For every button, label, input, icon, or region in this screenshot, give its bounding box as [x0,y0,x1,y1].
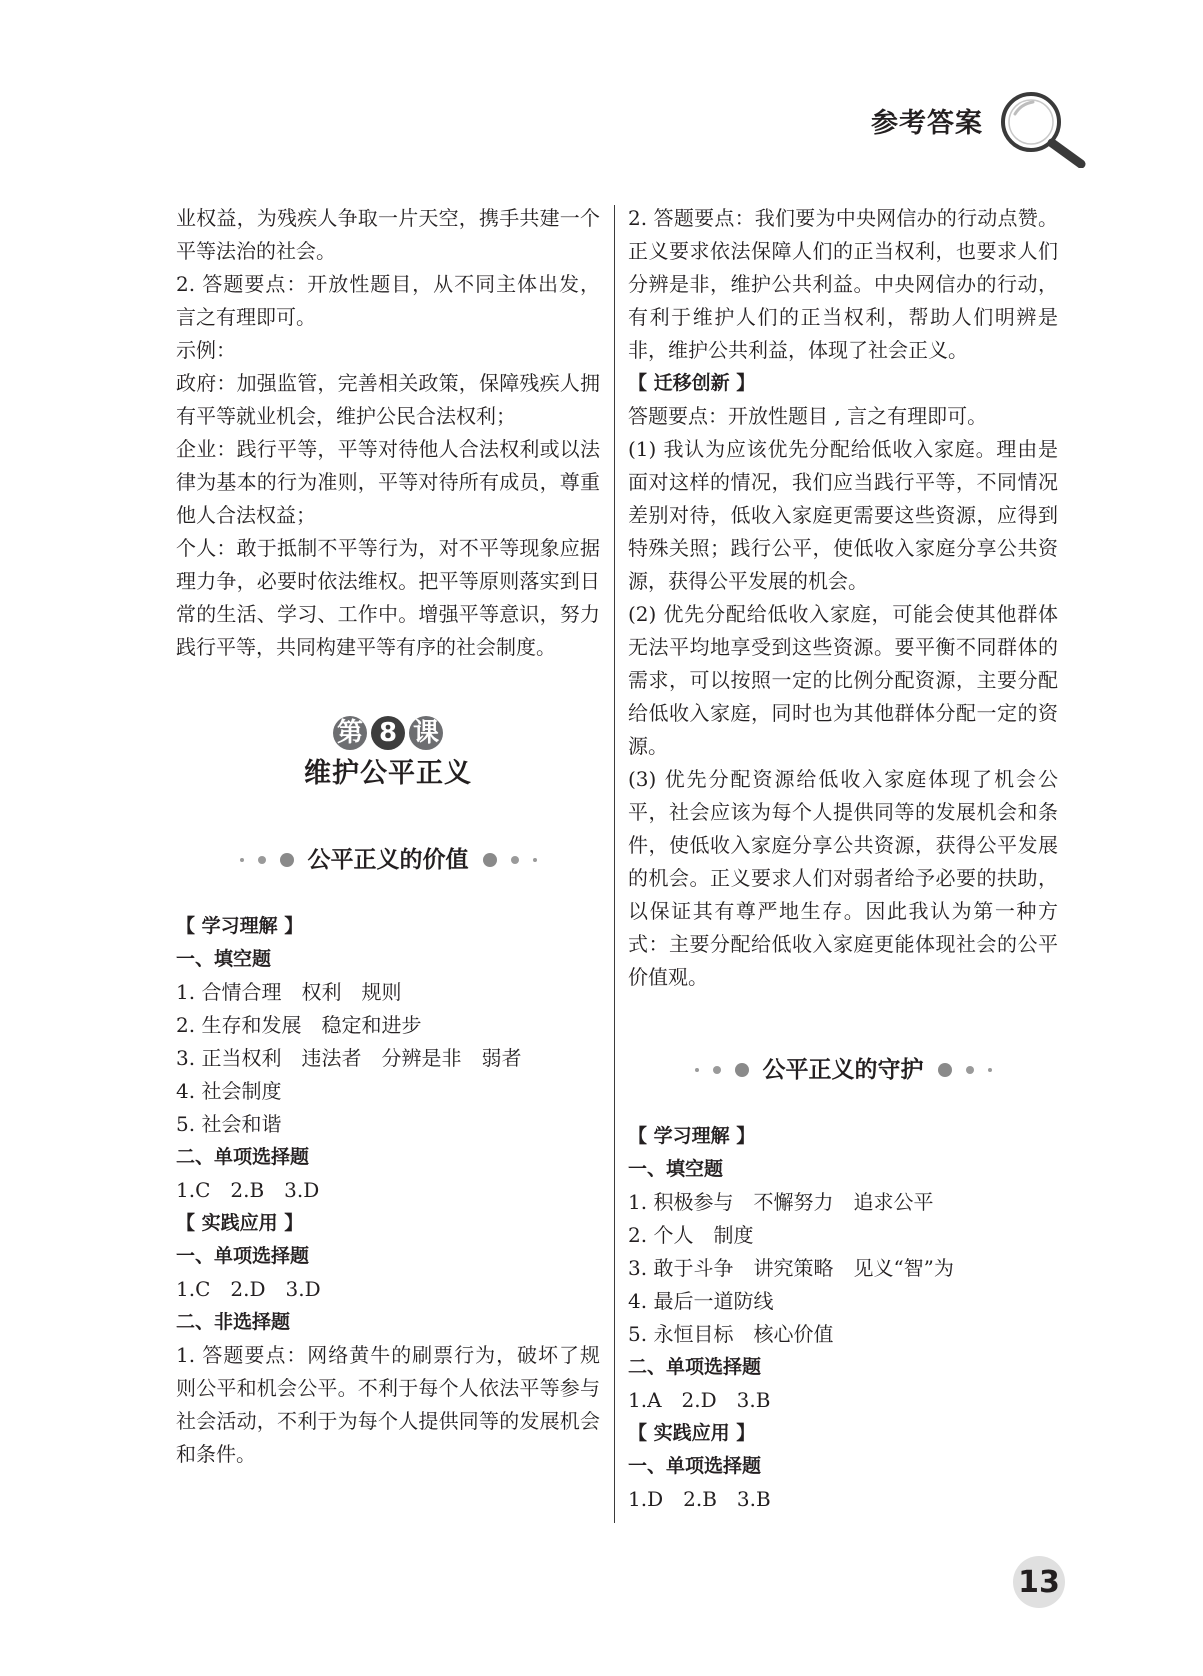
migration-2: (2) 优先分配给低收入家庭，可能会使其他群体无法平均地享受到这些资源。要平衡不同群体的需求，可以按照一定的比例分配资源，主要分配给低收入家庭，同时也为其他群体分配一定的资源。 [628,602,1058,758]
fill-header: 一、填空题 [628,1158,724,1180]
column-divider [614,205,615,1523]
fill-answer-5: 5. 社会和谐 [176,1112,282,1136]
study-header: 【 学习理解 】 [176,915,304,937]
right-column [628,202,1058,1516]
section-heading-value [176,840,600,880]
practice-choice-answers: 1.C 2.D 3.D [176,1277,321,1301]
left-intro-3: 政府：加强监管，完善相关政策，保障残疾人拥有平等就业机会，维护公民合法权利； [176,371,600,428]
lesson-prefix: 第 [333,716,367,750]
choice-answers: 1.C 2.B 3.D [176,1178,320,1202]
lesson-suffix: 课 [409,716,443,750]
header-title: 参考答案 [871,108,983,139]
section-heading-guard [628,1050,1058,1090]
practice-header: 【 实践应用 】 [628,1422,756,1444]
right-intro-0: 2. 答题要点：我们要为中央网信办的行动点赞。正义要求依法保障人们的正当权利，也要求人们分辨是非，维护公共利益。中央网信办的行动，有利于维护人们的正当权利，帮助人们明辨是非，维护公共利益，体现了社会正义。 [628,206,1058,362]
practice-choice-answers: 1.D 2.B 3.B [628,1487,771,1511]
left-intro-1: 2. 答题要点：开放性题目，从不同主体出发，言之有理即可。 [176,272,600,329]
page-header [861,88,1091,168]
choice-header: 二、单项选择题 [176,1146,310,1168]
decor-dots-left [695,1063,749,1077]
decor-dots-right [483,853,537,867]
lesson-heading [176,716,600,790]
migration-1: (1) 我认为应该优先分配给低收入家庭。理由是面对这样的情况，我们应当践行平等，不同情况差别对待，低收入家庭更需要这些资源，应得到特殊关照；践行公平，使低收入家庭分享公共资源，获得公平发展的机会。 [628,437,1058,593]
left-intro-4: 企业：践行平等，平等对待他人合法权利或以法律为基本的行为准则，平等对待所有成员，尊重他人合法权益； [176,437,600,527]
migration-0: 答题要点：开放性题目 , 言之有理即可。 [628,404,988,428]
fill-answer-4: 4. 社会制度 [176,1079,282,1103]
fill-answer-4: 4. 最后一道防线 [628,1289,774,1313]
section-title: 公平正义的价值 [307,846,469,873]
nonchoice-header: 二、非选择题 [176,1311,291,1333]
practice-choice-header: 一、单项选择题 [176,1245,310,1267]
lesson-number: 8 [371,716,405,750]
migration-header: 【 迁移创新 】 [628,372,756,394]
migration-3: (3) 优先分配资源给低收入家庭体现了机会公平，社会应该为每个人提供同等的发展机会和条件，使低收入家庭分享公共资源，获得公平发展的机会。正义要求人们对弱者给予必要的扶助，以保证其有尊严地生存。因此我认为第一种方式：主要分配给低收入家庭更能体现社会的公平价值观。 [628,767,1058,989]
decor-dots-left [240,853,294,867]
lesson-title: 维护公平正义 [304,758,472,789]
fill-answer-1: 1. 积极参与 不懈努力 追求公平 [628,1190,934,1214]
practice-header: 【 实践应用 】 [176,1212,304,1234]
left-intro-0: 业权益，为残疾人争取一片天空，携手共建一个平等法治的社会。 [176,206,600,263]
fill-header: 一、填空题 [176,948,272,970]
magnifier-icon [991,88,1091,168]
fill-answer-1: 1. 合情合理 权利 规则 [176,980,402,1004]
lesson-badge [333,716,443,750]
left-column [176,202,600,1471]
fill-answer-3: 3. 敢于斗争 讲究策略 见义“智”为 [628,1256,954,1280]
page-number: 13 [1013,1556,1065,1608]
decor-dots-right [938,1063,992,1077]
choice-header: 二、单项选择题 [628,1356,762,1378]
fill-answer-2: 2. 个人 制度 [628,1223,754,1247]
fill-answer-3: 3. 正当权利 违法者 分辨是非 弱者 [176,1046,522,1070]
nonchoice-answer-1: 1. 答题要点：网络黄牛的刷票行为，破坏了规则公平和机会公平。不利于每个人依法平等参与社会活动，不利于为每个人提供同等的发展机会和条件。 [176,1343,600,1466]
study-header: 【 学习理解 】 [628,1125,756,1147]
fill-answer-2: 2. 生存和发展 稳定和进步 [176,1013,422,1037]
left-intro-2: 示例： [176,338,236,362]
practice-choice-header: 一、单项选择题 [628,1455,762,1477]
left-intro-5: 个人：敢于抵制不平等行为，对不平等现象应据理力争，必要时依法维权。把平等原则落实到日常的生活、学习、工作中。增强平等意识，努力践行平等，共同构建平等有序的社会制度。 [176,536,600,659]
choice-answers: 1.A 2.D 3.B [628,1388,771,1412]
fill-answer-5: 5. 永恒目标 核心价值 [628,1322,834,1346]
section-title: 公平正义的守护 [762,1056,924,1083]
